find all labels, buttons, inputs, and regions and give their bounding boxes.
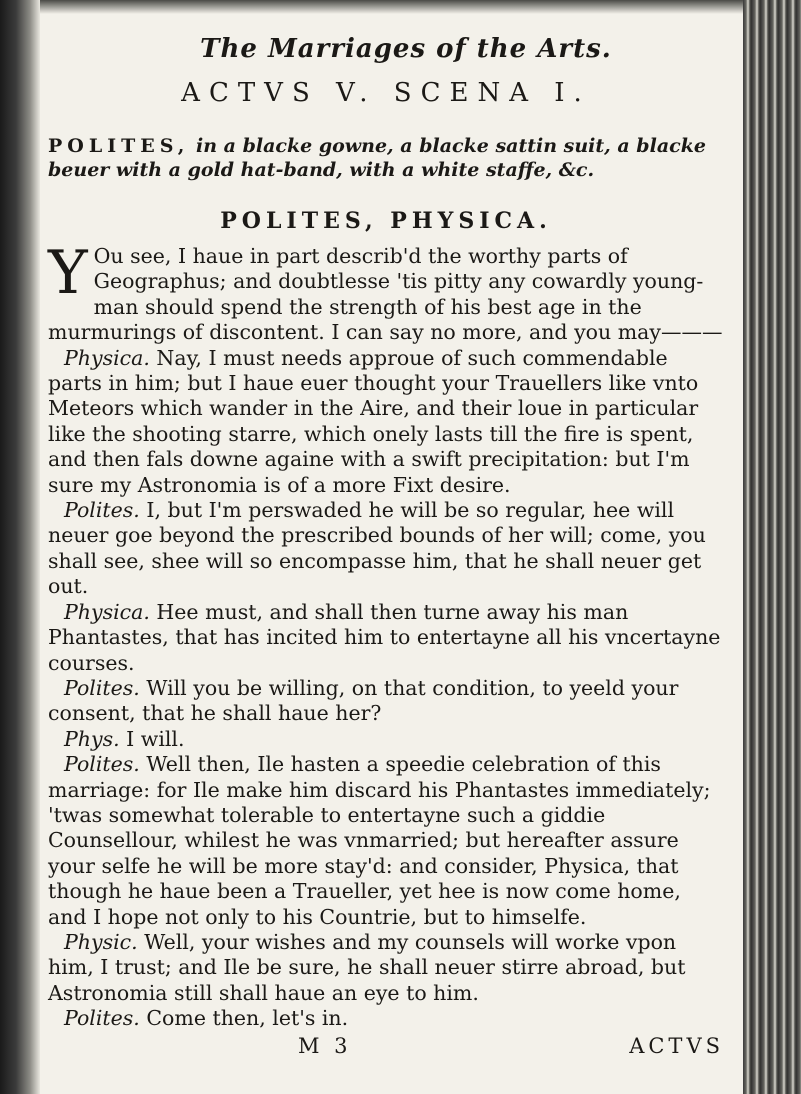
speaker-name: Physic. [64, 929, 138, 954]
speech [48, 498, 724, 600]
speaker-name: Polites. [64, 752, 140, 777]
dialogue [48, 238, 724, 1032]
stage-direction-name: POLITES, [48, 135, 190, 157]
speech-text: Come then, let's in. [146, 1006, 349, 1031]
speech-text: Well, your wishes and my counsels will worke vpon him, I trust; and Ile be sure, he shall neuer stirre abroad, but Astronomia still shall haue an eye to him. [48, 929, 686, 1005]
speech-text: I, but I'm perswaded he will be so regular, hee will neuer goe beyond the prescribed bounds of her will; come, you shall see, shee will so encompasse him, that he shall neuer get out. [48, 498, 706, 599]
stage-direction-text: in a blacke gowne, a blacke sattin suit, a blacke beuer with a gold hat-band, with a white staffe, &c. [48, 135, 706, 181]
act-heading: ACTVS V. SCENA I. [181, 78, 591, 108]
speech-text: Well then, Ile hasten a speedie celebration of this marriage: for Ile make him discard his Phantastes immediately; 'twas somewhat tolerable to entertayne such a giddie Counsellour, whilest he was vnmarried; but hereafter assure your selfe he will be more stay'd: and consider, Physica, that though he haue been a Traueller, yet hee is now come home, and I hope not only to his Countrie, but to himselfe. [48, 752, 711, 929]
speakers-line: POLITES, PHYSICA. [220, 208, 552, 234]
top-shadow [40, 0, 743, 14]
speech-text: Nay, I must needs approue of such commendable parts in him; but I haue euer thought your Trauellers like vnto Meteors which wander in the Aire, and their loue in particular like the shooting starre, which onely lasts till the fire is spent, and then fals downe againe with a swift precipitation: but I'm sure my Astronomia is of a more Fixt desire. [48, 345, 699, 497]
speech-text: Hee must, and shall then turne away his man Phantastes, that has incited him to entertayne all his vncertayne courses. [48, 599, 721, 675]
speech [48, 930, 724, 1006]
speech [48, 752, 724, 930]
speech-text: I will. [126, 726, 185, 751]
speaker-name: Polites. [64, 675, 140, 700]
speech [48, 727, 724, 752]
fore-edge [743, 0, 801, 1094]
speech [48, 600, 724, 676]
running-head: The Marriages of the Arts. [200, 34, 612, 64]
speech-text: Ou see, I haue in part describ'd the worthy parts of Geographus; and doubtlesse 'tis pitty any cowardly young-man should spend the strength of his best age in the murmurings of discontent. I can say no more, and you may——— [48, 244, 723, 345]
speaker-name: Phys. [64, 726, 120, 751]
signature-mark: M 3 [298, 1033, 352, 1058]
speech [48, 676, 724, 727]
speech [48, 238, 724, 346]
speech-text: Will you be willing, on that condition, to yeeld your consent, that he shall haue her? [48, 675, 679, 726]
speech [48, 346, 724, 498]
speaker-name: Physica. [64, 599, 150, 624]
speaker-name: Polites. [64, 1006, 140, 1031]
speaker-name: Polites. [64, 498, 140, 523]
stage-direction [48, 134, 724, 182]
catchword: ACTVS [629, 1033, 724, 1058]
text-block [48, 34, 724, 1058]
page-footer [48, 1034, 724, 1058]
drop-cap: Y [48, 238, 88, 308]
speech [48, 1006, 724, 1031]
binding-edge [0, 0, 40, 1094]
speaker-name: Physica. [64, 345, 150, 370]
